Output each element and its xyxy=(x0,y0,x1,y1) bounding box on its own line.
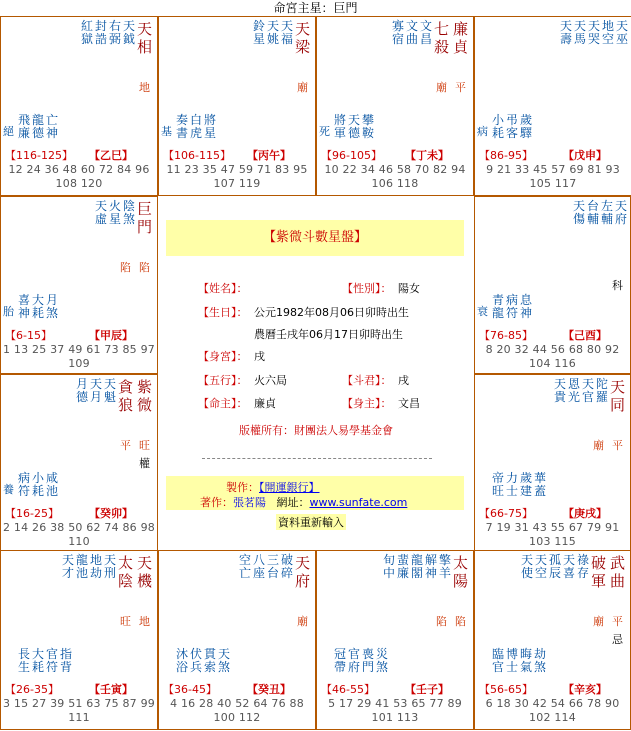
dou-jun-value: 戌 xyxy=(398,374,409,387)
site-label: 網址： xyxy=(276,496,310,509)
age-range: 【6-15】 xyxy=(5,329,52,342)
ming-main-star-label: 命宮主星： xyxy=(273,1,334,15)
age-range: 【116-125】 xyxy=(5,149,73,162)
palace-cell-p3 xyxy=(474,16,631,196)
palace-cell-p9 xyxy=(158,550,316,730)
copyright-text: 版權所有：財團法人易學基金會 xyxy=(239,424,393,437)
gender-value: 陽女 xyxy=(398,282,420,295)
star-col: 天 虛 xyxy=(94,199,107,226)
minor-star-col: 華 蓋 xyxy=(533,471,546,498)
star-col: 封 誥 xyxy=(94,19,107,46)
stem-branch: 【壬子】 xyxy=(405,683,449,696)
stem-branch: 【丙午】 xyxy=(247,149,291,162)
minor-star-col: 亡 神 xyxy=(45,113,58,140)
minor-star-col: 晦 氣 xyxy=(519,647,532,674)
age-list: 6 18 30 42 54 66 78 90 102 114 xyxy=(485,697,620,724)
minor-star-col: 貫 索 xyxy=(203,647,216,674)
palace-cell-p11 xyxy=(474,550,631,730)
age-range: 【76-85】 xyxy=(479,329,533,342)
minor-star-col: 力 士 xyxy=(505,471,518,498)
minor-star-col: 喜 神 xyxy=(17,293,30,320)
center-info-panel xyxy=(158,196,474,549)
age-range: 【86-95】 xyxy=(479,149,533,162)
major-star: 天 梁 xyxy=(294,20,310,56)
major-star: 天 府 xyxy=(294,554,310,590)
ming-master-label: 【命主】： xyxy=(198,397,248,410)
star-col: 天 貴 xyxy=(553,377,566,404)
star-col: 右 弼 xyxy=(108,19,121,46)
age-range: 【66-75】 xyxy=(479,507,533,520)
minor-star-col: 弔 客 xyxy=(505,113,518,140)
palace-cell-p8 xyxy=(0,550,158,730)
minor-star-col: 小 耗 xyxy=(491,113,504,140)
star-col: 孤 辰 xyxy=(548,553,561,580)
major-star: 天 相 xyxy=(136,20,152,56)
star-brightness: 平 xyxy=(455,81,466,94)
star-brightness: 廟 xyxy=(593,615,604,628)
star-col: 空 亡 xyxy=(238,553,251,580)
stem-branch: 【己酉】 xyxy=(563,329,607,342)
star-brightness: 廟 xyxy=(297,81,308,94)
star-col: 恩 光 xyxy=(567,377,580,404)
age-range: 【106-115】 xyxy=(163,149,231,162)
star-col: 天 哭 xyxy=(587,19,600,46)
star-col: 蜚 廉 xyxy=(396,553,409,580)
shen-master-label: 【身主】： xyxy=(342,397,392,410)
age-range: 【36-45】 xyxy=(163,683,217,696)
major-star: 七 殺 xyxy=(433,20,449,56)
age-list: 5 17 29 41 53 65 77 89 101 113 xyxy=(328,697,462,724)
stem-branch: 【辛亥】 xyxy=(563,683,607,696)
stem-branch: 【丁未】 xyxy=(405,149,449,162)
star-brightness: 平 xyxy=(120,439,131,452)
ming-master-value: 廉貞 xyxy=(254,397,276,410)
minor-star-col: 伏 兵 xyxy=(189,647,202,674)
made-label: 製作： xyxy=(226,481,259,494)
star-col: 火 星 xyxy=(108,199,121,226)
minor-star-col: 將 星 xyxy=(203,113,216,140)
age-list: 11 23 35 47 59 71 83 95 107 119 xyxy=(166,163,308,190)
major-star: 天 機 xyxy=(136,554,152,590)
age-range: 【16-25】 xyxy=(5,507,59,520)
star-col: 天 府 xyxy=(614,199,627,226)
age-list: 3 15 27 39 51 63 75 87 99 111 xyxy=(3,697,155,724)
star-col: 天 官 xyxy=(581,377,594,404)
minor-star-col: 歲 建 xyxy=(519,471,532,498)
star-col: 天 空 xyxy=(534,553,547,580)
star-col: 左 輔 xyxy=(600,199,613,226)
chart-title: 【紫微斗數星盤】 xyxy=(166,220,464,256)
element-value: 火六局 xyxy=(254,374,287,387)
transform-marker: 權 xyxy=(139,457,150,470)
star-col: 天 壽 xyxy=(559,19,572,46)
star-col: 龍 池 xyxy=(75,553,88,580)
minor-star-col: 大 耗 xyxy=(31,293,44,320)
star-brightness: 平 xyxy=(612,439,623,452)
life-stage: 病 xyxy=(477,125,488,138)
major-star: 廉 貞 xyxy=(452,20,468,56)
star-col: 天 月 xyxy=(89,377,102,404)
star-brightness: 陷 xyxy=(120,261,131,274)
star-col: 天 馬 xyxy=(573,19,586,46)
star-col: 鈴 星 xyxy=(252,19,265,46)
age-range: 【46-55】 xyxy=(321,683,375,696)
star-col: 擎 羊 xyxy=(438,553,451,580)
minor-star-col: 長 生 xyxy=(17,647,30,674)
minor-star-col: 臨 官 xyxy=(491,647,504,674)
star-col: 寡 宿 xyxy=(391,19,404,46)
major-star: 紫 微 xyxy=(136,378,152,414)
minor-star-col: 沐 浴 xyxy=(175,647,188,674)
star-brightness: 旺 xyxy=(139,439,150,452)
star-brightness: 陷 xyxy=(455,615,466,628)
minor-star-col: 災 煞 xyxy=(375,647,388,674)
age-range: 【96-105】 xyxy=(321,149,382,162)
star-col: 天 姚 xyxy=(266,19,279,46)
star-col: 月 德 xyxy=(75,377,88,404)
minor-star-col: 大 耗 xyxy=(31,647,44,674)
minor-star-col: 官 府 xyxy=(347,647,360,674)
star-col: 紅 獄 xyxy=(80,19,93,46)
star-col: 八 座 xyxy=(252,553,265,580)
palace-cell-p7 xyxy=(474,374,631,552)
palace-cell-p1 xyxy=(158,16,316,196)
star-col: 陰 煞 xyxy=(122,199,135,226)
age-list: 12 24 36 48 60 72 84 96 108 120 xyxy=(8,163,150,190)
gender-label: 【性別】： xyxy=(342,282,392,295)
birth-value: 公元1982年08月06日卯時出生 xyxy=(254,306,409,319)
star-brightness: 平 xyxy=(612,615,623,628)
star-brightness: 陷 xyxy=(436,615,447,628)
minor-star-col: 病 符 xyxy=(505,293,518,320)
life-stage: 絕 xyxy=(3,125,14,138)
star-col: 天 刑 xyxy=(103,553,116,580)
star-col: 陀 羅 xyxy=(595,377,608,404)
palace-cell-p10 xyxy=(316,550,474,730)
stem-branch: 【庚戌】 xyxy=(563,507,607,520)
minor-star-col: 歲 驛 xyxy=(519,113,532,140)
ming-main-star-value: 巨門 xyxy=(333,1,358,15)
minor-star-col: 息 神 xyxy=(519,293,532,320)
made-link[interactable]: 【開運銀行】 xyxy=(259,481,320,494)
stem-branch: 【癸卯】 xyxy=(89,507,133,520)
star-brightness: 地 xyxy=(139,615,150,628)
minor-star-col: 咸 池 xyxy=(45,471,58,498)
palace-cell-p6 xyxy=(474,196,631,374)
minor-star-col: 攀 鞍 xyxy=(361,113,374,140)
life-stage: 衰 xyxy=(477,305,488,318)
life-stage: 養 xyxy=(3,483,14,496)
age-list: 1 13 25 37 49 61 73 85 97 109 xyxy=(3,343,155,370)
name-label: 【姓名】： xyxy=(198,282,248,295)
palace-cell-p5 xyxy=(0,374,158,552)
minor-star-col: 天 德 xyxy=(347,113,360,140)
star-col: 三 台 xyxy=(266,553,279,580)
star-col: 天 喜 xyxy=(562,553,575,580)
star-col: 天 使 xyxy=(520,553,533,580)
palace-name xyxy=(159,729,315,730)
life-stage: 基 xyxy=(161,125,172,138)
lunar-birth-value: 農曆壬戌年06月17日卯時出生 xyxy=(254,328,403,341)
star-col: 文 昌 xyxy=(419,19,432,46)
author-value: 張茗陽 xyxy=(233,496,266,509)
star-col: 龍 閣 xyxy=(410,553,423,580)
palace-cell-p2 xyxy=(316,16,474,196)
element-label: 【五行】： xyxy=(198,374,248,387)
minor-star-col: 指 背 xyxy=(59,647,72,674)
credit-box xyxy=(166,476,464,510)
body-palace-label: 【身宮】： xyxy=(198,350,248,363)
transform-marker: 忌 xyxy=(612,633,623,646)
minor-star-col: 博 士 xyxy=(505,647,518,674)
star-col: 天 傷 xyxy=(572,199,585,226)
star-col: 台 輔 xyxy=(586,199,599,226)
life-stage: 胎 xyxy=(3,305,14,318)
age-list: 7 19 31 43 55 67 79 91 103 115 xyxy=(485,521,620,548)
major-star: 太 陽 xyxy=(452,554,468,590)
star-brightness: 廟 xyxy=(436,81,447,94)
star-brightness: 陷 xyxy=(139,261,150,274)
star-brightness: 廟 xyxy=(593,439,604,452)
star-col: 天 鉞 xyxy=(122,19,135,46)
star-col: 文 曲 xyxy=(405,19,418,46)
age-list: 2 14 26 38 50 62 74 86 98 110 xyxy=(3,521,155,548)
body-palace-value: 戌 xyxy=(254,350,265,363)
age-range: 【26-35】 xyxy=(5,683,59,696)
life-stage: 死 xyxy=(319,125,330,138)
minor-star-col: 白 虎 xyxy=(189,113,202,140)
star-brightness: 旺 xyxy=(120,615,131,628)
star-col: 天 才 xyxy=(61,553,74,580)
minor-star-col: 喪 門 xyxy=(361,647,374,674)
minor-star-col: 劫 煞 xyxy=(533,647,546,674)
transform-marker: 科 xyxy=(612,279,623,292)
star-col: 破 碎 xyxy=(280,553,293,580)
star-col: 地 劫 xyxy=(89,553,102,580)
minor-star-col: 將 軍 xyxy=(333,113,346,140)
stem-branch: 【癸丑】 xyxy=(247,683,291,696)
minor-star-col: 小 耗 xyxy=(31,471,44,498)
palace-cell-p4 xyxy=(0,196,158,374)
star-col: 地 空 xyxy=(601,19,614,46)
divider xyxy=(202,458,432,459)
major-star: 太 陰 xyxy=(117,554,133,590)
site-link[interactable]: www.sunfate.com xyxy=(309,496,408,509)
palace-name xyxy=(317,729,473,730)
minor-star-col: 官 符 xyxy=(45,647,58,674)
stem-branch: 【乙巳】 xyxy=(89,149,133,162)
age-list: 9 21 33 45 57 69 81 93 105 117 xyxy=(486,163,620,190)
star-col: 祿 存 xyxy=(576,553,589,580)
age-list: 8 20 32 44 56 68 80 92 104 116 xyxy=(485,343,620,370)
stem-branch: 【戊申】 xyxy=(563,149,607,162)
reinput-button[interactable]: 資料重新輸入 xyxy=(278,516,344,529)
minor-star-col: 龍 德 xyxy=(31,113,44,140)
age-list: 4 16 28 40 52 64 76 88 100 112 xyxy=(170,697,304,724)
birth-label: 【生日】： xyxy=(198,306,248,319)
major-star: 巨 門 xyxy=(136,200,152,236)
age-range: 【56-65】 xyxy=(479,683,533,696)
star-col: 天 巫 xyxy=(615,19,628,46)
major-star: 破 軍 xyxy=(590,554,606,590)
star-col: 解 神 xyxy=(424,553,437,580)
minor-star-col: 冠 帶 xyxy=(333,647,346,674)
shen-master-value: 文昌 xyxy=(398,397,420,410)
stem-branch: 【甲辰】 xyxy=(89,329,133,342)
major-star: 天 同 xyxy=(609,378,625,414)
chart-header xyxy=(0,0,631,16)
minor-star-col: 病 符 xyxy=(17,471,30,498)
palace-name xyxy=(1,729,157,730)
star-col: 天 魁 xyxy=(103,377,116,404)
star-col: 天 福 xyxy=(280,19,293,46)
minor-star-col: 飛 廉 xyxy=(17,113,30,140)
author-label: 著作： xyxy=(200,496,233,509)
minor-star-col: 帝 旺 xyxy=(491,471,504,498)
minor-star-col: 青 龍 xyxy=(491,293,504,320)
star-brightness: 地 xyxy=(139,81,150,94)
minor-star-col: 天 煞 xyxy=(217,647,230,674)
age-list: 10 22 34 46 58 70 82 94 106 118 xyxy=(324,163,466,190)
palace-name xyxy=(475,729,630,730)
palace-cell-p0 xyxy=(0,16,158,196)
major-star: 武 曲 xyxy=(609,554,625,590)
minor-star-col: 月 煞 xyxy=(45,293,58,320)
stem-branch: 【壬寅】 xyxy=(89,683,133,696)
minor-star-col: 奏 書 xyxy=(175,113,188,140)
star-col: 旬 中 xyxy=(382,553,395,580)
dou-jun-label: 【斗君】： xyxy=(342,374,392,387)
major-star: 貪 狼 xyxy=(117,378,133,414)
star-brightness: 廟 xyxy=(297,615,308,628)
